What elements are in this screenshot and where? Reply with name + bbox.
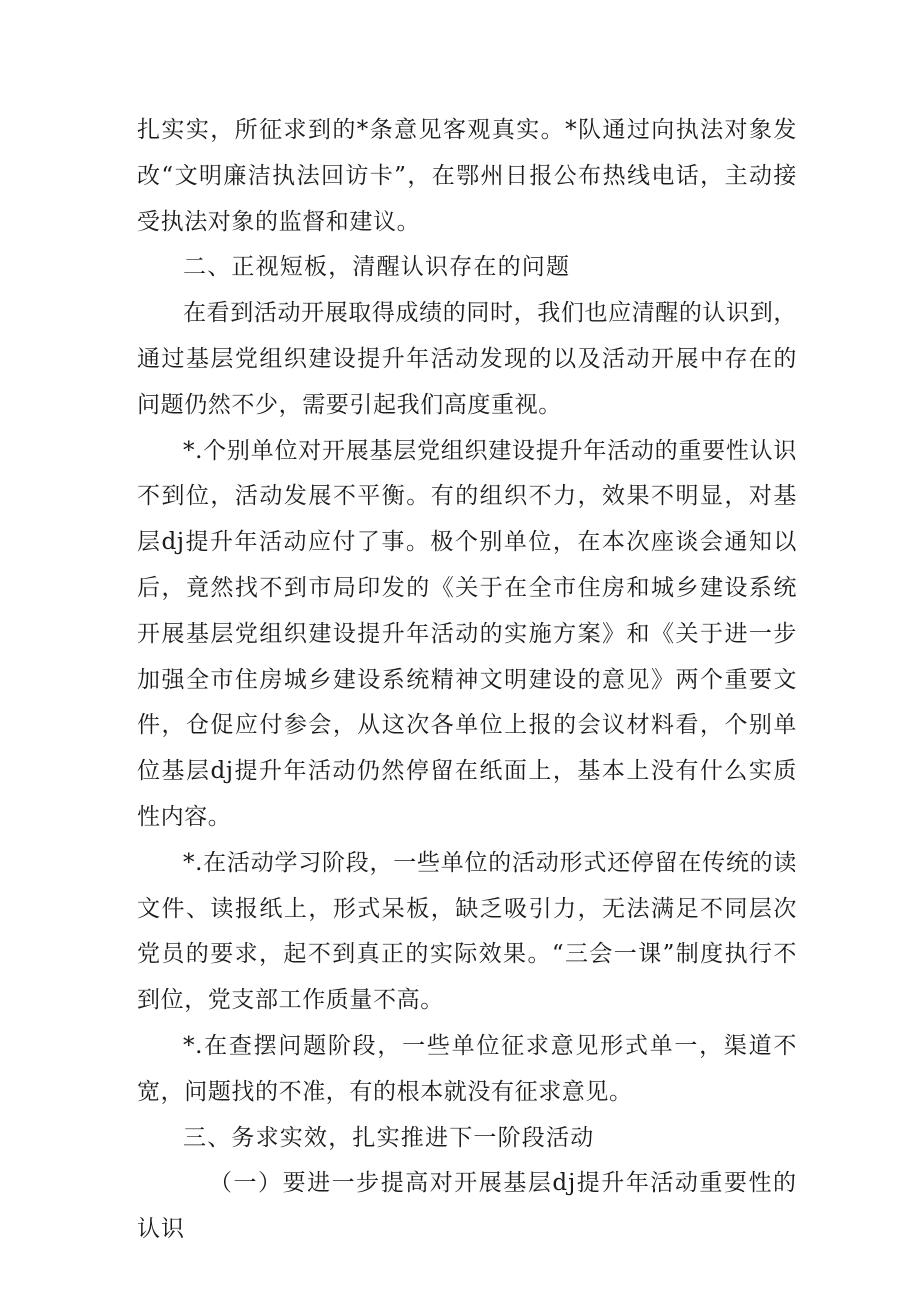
- body-paragraph-issue-3: *.在查摆问题阶段，一些单位征求意见形式单一，渠道不宽，问题找的不准，有的根本就没有征求意见。: [137, 1032, 797, 1105]
- body-paragraph-issue-2: *.在活动学习阶段，一些单位的活动形式还停留在传统的读文件、读报纸上，形式呆板，缺乏吸引力，无法满足不同层次党员的要求，起不到真正的实际效果。“三会一课”制度执行不到位，党支部工作质量不高。: [137, 849, 797, 1014]
- section-heading-3: 三、务求实效，扎实推进下一阶段活动: [183, 1124, 595, 1151]
- body-paragraph-issue-1: *.个别单位对开展基层党组织建设提升年活动的重要性认识不到位，活动发展不平衡。有的组织不力，效果不明显，对基层dj提升年活动应付了事。极个别单位，在本次座谈会通知以后，竟然找不到市局印发的《关于在全市住房和城乡建设系统开展基层党组织建设提升年活动的实施方案》和《关于进一步加强全市住房城乡建设系统精神文明建设的意见》两个重要文件，仓促应付参会，从这次各单位上报的会议材料看，个别单位基层dj提升年活动仍然停留在纸面上，基本上没有什么实质性内容。: [137, 437, 797, 830]
- body-paragraph-section-2-intro: 在看到活动开展取得成绩的同时，我们也应清醒的认识到，通过基层党组织建设提升年活动发现的以及活动开展中存在的问题仍然不少，需要引起我们高度重视。: [137, 300, 797, 418]
- section-heading-2: 二、正视短板，清醒认识存在的问题: [183, 254, 571, 281]
- sub-heading-3-1: （一）要进一步提高对开展基层dj提升年活动重要性的认识: [137, 1170, 797, 1243]
- document-body: [137, 108, 797, 1253]
- body-paragraph-continuation: 扎实实，所征求到的*条意见客观真实。*队通过向执法对象发改“文明廉洁执法回访卡”，在鄂州日报公布热线电话，主动接受执法对象的监督和建议。: [137, 117, 797, 235]
